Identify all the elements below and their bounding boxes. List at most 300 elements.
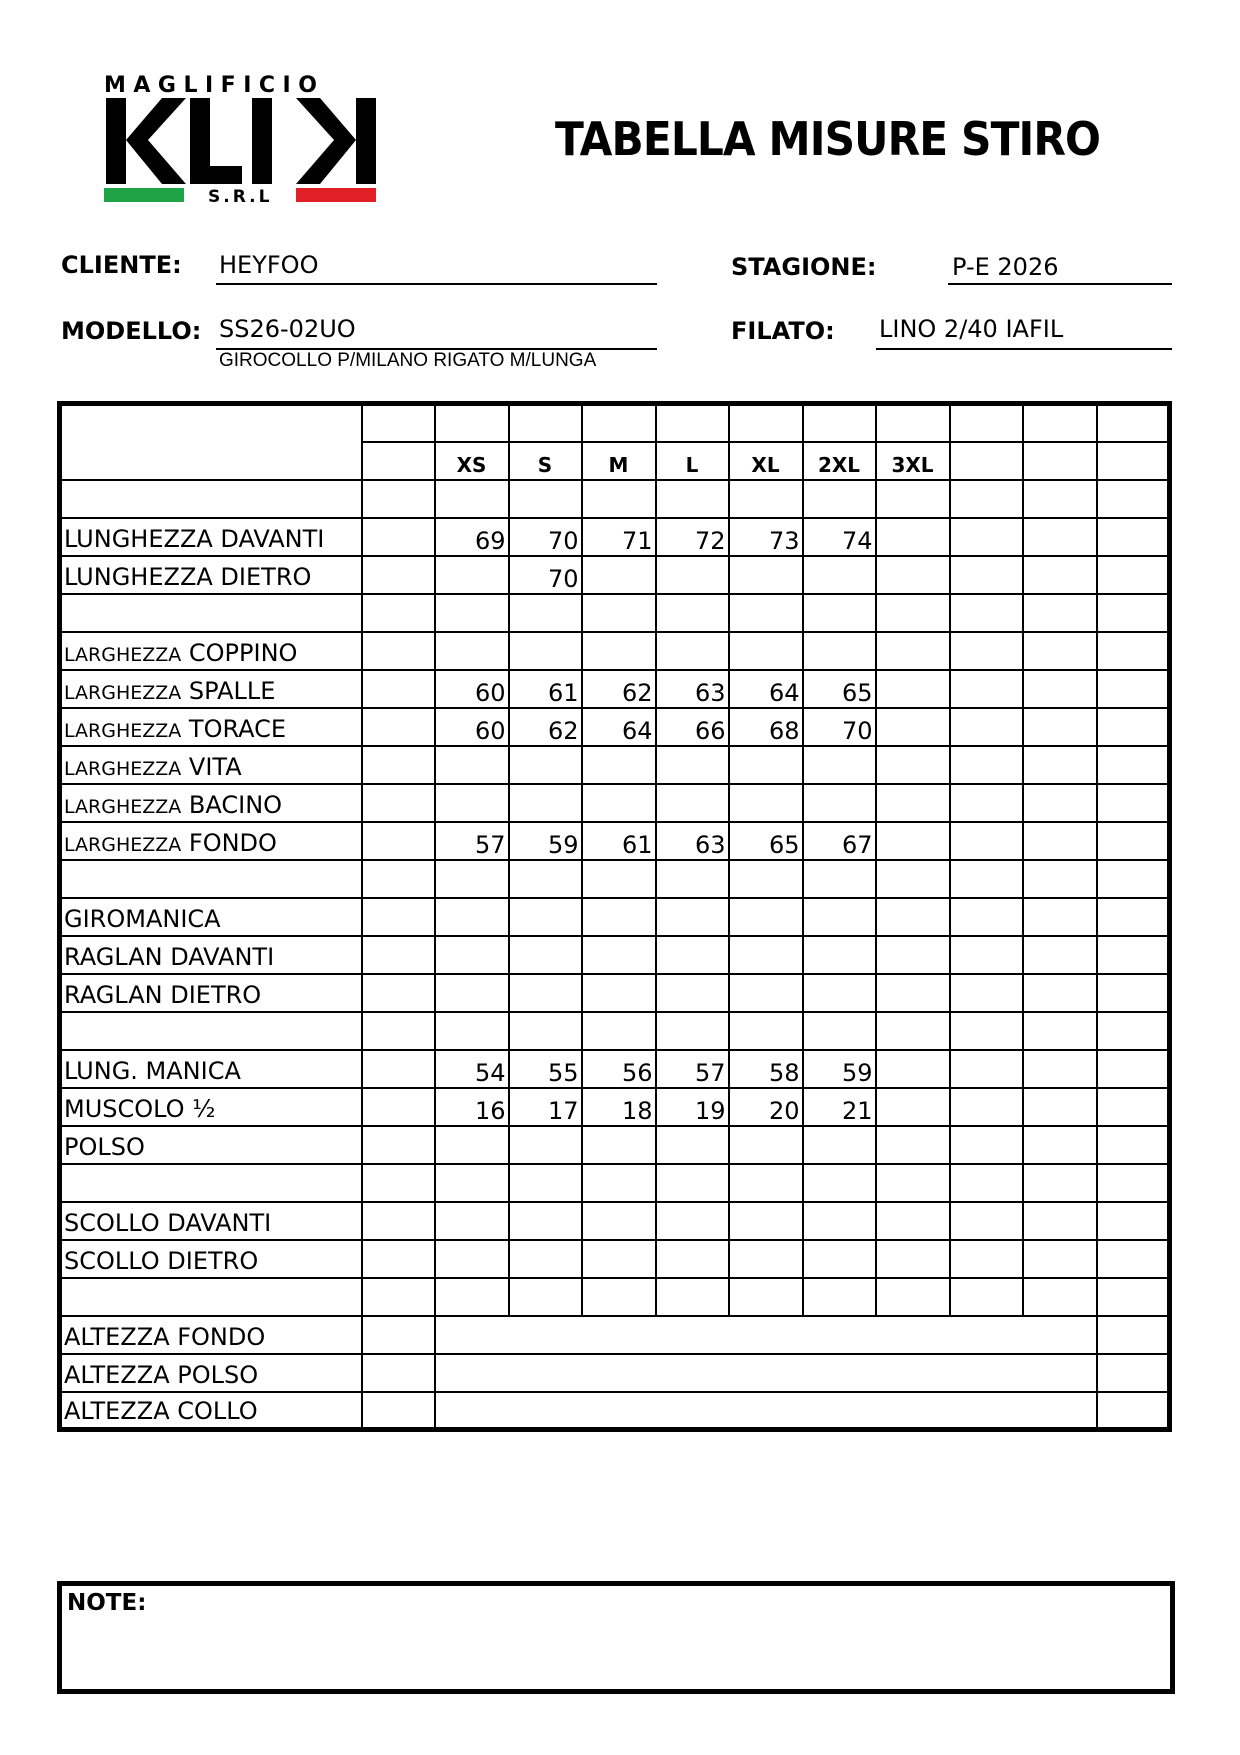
measure-value[interactable] — [950, 1050, 1023, 1088]
tolerance-cell[interactable] — [362, 1392, 435, 1430]
measure-value[interactable] — [950, 480, 1023, 518]
measure-value[interactable]: 65 — [803, 670, 876, 708]
measure-value[interactable] — [1097, 1050, 1170, 1088]
measure-value[interactable] — [509, 898, 582, 936]
measure-value[interactable] — [582, 1278, 656, 1316]
measure-value[interactable] — [803, 556, 876, 594]
measure-value[interactable] — [656, 860, 729, 898]
measure-value[interactable] — [876, 594, 950, 632]
size-header — [1097, 442, 1170, 480]
measure-value[interactable] — [729, 632, 803, 670]
measure-value[interactable] — [435, 1278, 509, 1316]
measure-value[interactable] — [803, 480, 876, 518]
measure-value[interactable] — [435, 860, 509, 898]
altezza-extra-cell[interactable] — [1097, 1392, 1170, 1430]
measure-name — [60, 1240, 362, 1278]
measure-value[interactable] — [803, 594, 876, 632]
measure-label: LUNGHEZZA DIETRO — [64, 562, 312, 591]
measure-value[interactable] — [950, 708, 1023, 746]
measure-value[interactable] — [803, 784, 876, 822]
measure-value[interactable] — [729, 936, 803, 974]
cliente-label: CLIENTE: — [61, 251, 182, 279]
measure-value[interactable] — [950, 1088, 1023, 1126]
measure-value[interactable] — [950, 784, 1023, 822]
measure-value[interactable]: 60 — [435, 708, 509, 746]
size-header: L — [656, 442, 729, 480]
measure-value[interactable] — [1097, 822, 1170, 860]
measure-value[interactable] — [950, 1012, 1023, 1050]
measure-value[interactable] — [876, 1240, 950, 1278]
measure-value[interactable] — [509, 1202, 582, 1240]
measure-value[interactable] — [1097, 708, 1170, 746]
measure-value[interactable] — [729, 1240, 803, 1278]
measure-value[interactable] — [803, 860, 876, 898]
measure-row — [60, 936, 1170, 974]
measure-value[interactable]: 62 — [509, 708, 582, 746]
measure-value[interactable] — [582, 746, 656, 784]
measure-value[interactable] — [876, 1126, 950, 1164]
measure-value[interactable] — [803, 632, 876, 670]
measure-value[interactable] — [1023, 860, 1097, 898]
measure-value[interactable] — [435, 898, 509, 936]
measure-value[interactable]: 64 — [582, 708, 656, 746]
measure-value[interactable] — [729, 898, 803, 936]
tolerance-cell[interactable] — [362, 860, 435, 898]
measure-value[interactable] — [876, 1278, 950, 1316]
measure-value[interactable] — [1097, 480, 1170, 518]
header-blank-cell — [1023, 404, 1097, 442]
tolerance-cell[interactable] — [362, 1354, 435, 1392]
measure-value[interactable] — [950, 518, 1023, 556]
measure-value[interactable] — [1023, 974, 1097, 1012]
cliente-underline — [216, 283, 657, 285]
measure-value[interactable]: 65 — [729, 822, 803, 860]
measure-value[interactable] — [803, 1164, 876, 1202]
measure-value[interactable] — [876, 480, 950, 518]
measure-value[interactable] — [509, 860, 582, 898]
tolerance-cell[interactable] — [362, 1164, 435, 1202]
measure-value[interactable]: 16 — [435, 1088, 509, 1126]
measure-value[interactable] — [509, 1126, 582, 1164]
altezza-label: ALTEZZA POLSO — [60, 1354, 362, 1392]
measure-value[interactable]: 63 — [656, 670, 729, 708]
measure-value[interactable] — [1097, 556, 1170, 594]
measure-value[interactable]: 70 — [509, 556, 582, 594]
measure-value[interactable] — [509, 1012, 582, 1050]
measure-value[interactable]: 20 — [729, 1088, 803, 1126]
measure-value[interactable]: 60 — [435, 670, 509, 708]
measure-value[interactable] — [729, 1164, 803, 1202]
measure-value[interactable] — [582, 556, 656, 594]
measure-name — [60, 1202, 362, 1240]
tolerance-cell[interactable] — [362, 480, 435, 518]
measure-value[interactable] — [435, 936, 509, 974]
measure-value[interactable]: 63 — [656, 822, 729, 860]
measure-value[interactable] — [803, 1278, 876, 1316]
header-blank-cell — [803, 404, 876, 442]
spacer-row — [60, 480, 1170, 518]
measure-value[interactable] — [1023, 1278, 1097, 1316]
measure-value[interactable] — [950, 1278, 1023, 1316]
altezza-row — [60, 1354, 1170, 1392]
measure-value[interactable] — [435, 1164, 509, 1202]
measure-row — [60, 898, 1170, 936]
measure-value[interactable] — [1097, 670, 1170, 708]
measure-value[interactable] — [803, 1240, 876, 1278]
measure-value[interactable] — [582, 860, 656, 898]
measure-value[interactable] — [876, 632, 950, 670]
measure-value[interactable] — [876, 860, 950, 898]
measure-value[interactable] — [729, 974, 803, 1012]
measure-value[interactable]: 61 — [509, 670, 582, 708]
measure-value[interactable] — [509, 746, 582, 784]
measure-value[interactable] — [1023, 898, 1097, 936]
measure-value[interactable]: 68 — [729, 708, 803, 746]
measure-value[interactable] — [435, 632, 509, 670]
tolerance-cell[interactable] — [362, 746, 435, 784]
measure-name — [60, 1050, 362, 1088]
measure-value[interactable] — [656, 974, 729, 1012]
measure-value[interactable] — [1097, 594, 1170, 632]
measure-value[interactable] — [803, 1202, 876, 1240]
measure-value[interactable] — [509, 480, 582, 518]
notes-box[interactable] — [57, 1581, 1175, 1694]
measure-label: MUSCOLO ½ — [64, 1094, 216, 1123]
header-blank-cell — [582, 404, 656, 442]
measure-value[interactable] — [729, 746, 803, 784]
tolerance-cell[interactable] — [362, 822, 435, 860]
measure-value[interactable]: 70 — [509, 518, 582, 556]
measure-value[interactable] — [435, 480, 509, 518]
measure-value[interactable] — [1023, 594, 1097, 632]
measure-value[interactable] — [950, 632, 1023, 670]
measure-value[interactable] — [950, 1126, 1023, 1164]
measure-value[interactable] — [876, 1202, 950, 1240]
measure-value[interactable] — [435, 594, 509, 632]
measure-value[interactable] — [656, 936, 729, 974]
tolerance-cell[interactable] — [362, 974, 435, 1012]
measure-row — [60, 746, 1170, 784]
stagione-underline — [948, 283, 1172, 285]
measure-value[interactable] — [435, 1012, 509, 1050]
measure-value[interactable] — [656, 480, 729, 518]
measure-value[interactable] — [1023, 518, 1097, 556]
measure-value[interactable] — [1023, 1202, 1097, 1240]
measure-value[interactable] — [729, 860, 803, 898]
measure-label: LUNGHEZZA DAVANTI — [64, 524, 325, 553]
measure-value[interactable]: 19 — [656, 1088, 729, 1126]
measure-value[interactable] — [1097, 898, 1170, 936]
measure-value[interactable] — [656, 746, 729, 784]
measure-value[interactable] — [950, 860, 1023, 898]
tolerance-cell[interactable] — [362, 1316, 435, 1354]
measure-value[interactable] — [1023, 556, 1097, 594]
measure-value[interactable] — [656, 632, 729, 670]
measure-value[interactable]: 21 — [803, 1088, 876, 1126]
measure-value[interactable] — [1023, 1050, 1097, 1088]
measure-value[interactable]: 57 — [435, 822, 509, 860]
measure-value[interactable] — [656, 784, 729, 822]
measure-value[interactable] — [1097, 518, 1170, 556]
measure-value[interactable] — [950, 670, 1023, 708]
measure-name — [60, 974, 362, 1012]
measure-value[interactable] — [803, 974, 876, 1012]
tolerance-cell[interactable] — [362, 594, 435, 632]
measure-prefix: LARGHEZZA — [64, 681, 182, 704]
measure-value[interactable]: 72 — [656, 518, 729, 556]
tolerance-cell[interactable] — [362, 1126, 435, 1164]
measure-value[interactable] — [950, 822, 1023, 860]
measure-value[interactable] — [435, 974, 509, 1012]
tolerance-cell[interactable] — [362, 898, 435, 936]
measure-value[interactable]: 57 — [656, 1050, 729, 1088]
measure-value[interactable]: 54 — [435, 1050, 509, 1088]
measure-value[interactable] — [582, 784, 656, 822]
header-blank-cell — [876, 404, 950, 442]
measure-value[interactable] — [729, 1126, 803, 1164]
tolerance-cell[interactable] — [362, 670, 435, 708]
measure-value[interactable] — [1097, 860, 1170, 898]
measure-value[interactable] — [1097, 1012, 1170, 1050]
measure-value[interactable]: 62 — [582, 670, 656, 708]
measure-value[interactable] — [950, 1240, 1023, 1278]
altezza-extra-cell[interactable] — [1097, 1316, 1170, 1354]
measure-value[interactable] — [582, 480, 656, 518]
measure-value[interactable] — [582, 1240, 656, 1278]
measure-value[interactable] — [1023, 1126, 1097, 1164]
tolerance-cell[interactable] — [362, 1012, 435, 1050]
measure-value[interactable] — [876, 1012, 950, 1050]
measure-value[interactable]: 61 — [582, 822, 656, 860]
measure-value[interactable] — [509, 1278, 582, 1316]
tolerance-cell[interactable] — [362, 1240, 435, 1278]
altezza-value[interactable] — [435, 1392, 1097, 1430]
measure-value[interactable]: 59 — [803, 1050, 876, 1088]
altezza-value[interactable] — [435, 1316, 1097, 1354]
measure-value[interactable] — [435, 746, 509, 784]
measure-value[interactable] — [656, 898, 729, 936]
measure-value[interactable] — [656, 1240, 729, 1278]
measure-value[interactable] — [582, 594, 656, 632]
measure-value[interactable]: 64 — [729, 670, 803, 708]
spacer-row — [60, 1278, 1170, 1316]
measure-value[interactable] — [509, 594, 582, 632]
measure-value[interactable] — [1097, 1278, 1170, 1316]
measure-value[interactable] — [656, 594, 729, 632]
measure-value[interactable]: 67 — [803, 822, 876, 860]
measure-value[interactable] — [509, 784, 582, 822]
measure-value[interactable] — [656, 1164, 729, 1202]
measure-row — [60, 1126, 1170, 1164]
measure-value[interactable] — [1097, 784, 1170, 822]
measure-name — [60, 518, 362, 556]
measure-label: BACINO — [188, 790, 283, 819]
measure-value[interactable] — [876, 1164, 950, 1202]
measure-prefix: LARGHEZZA — [64, 795, 182, 818]
measure-value[interactable] — [1023, 632, 1097, 670]
tolerance-cell[interactable] — [362, 708, 435, 746]
measure-name — [60, 556, 362, 594]
measure-value[interactable] — [729, 594, 803, 632]
measure-value[interactable] — [1023, 1240, 1097, 1278]
measure-value[interactable] — [1023, 746, 1097, 784]
measure-value[interactable] — [876, 1088, 950, 1126]
measure-value[interactable] — [1023, 822, 1097, 860]
measure-value[interactable] — [876, 518, 950, 556]
tolerance-cell[interactable] — [362, 1050, 435, 1088]
page-title: TABELLA MISURE STIRO — [555, 112, 1101, 166]
measure-row — [60, 822, 1170, 860]
measure-value[interactable] — [656, 556, 729, 594]
measure-value[interactable] — [876, 784, 950, 822]
measure-value[interactable] — [950, 936, 1023, 974]
measure-value[interactable] — [1097, 1202, 1170, 1240]
tolerance-cell[interactable] — [362, 936, 435, 974]
measure-value[interactable]: 71 — [582, 518, 656, 556]
measure-value[interactable] — [435, 1240, 509, 1278]
altezza-label: ALTEZZA COLLO — [60, 1392, 362, 1430]
header-blank-cell — [1097, 404, 1170, 442]
measure-value[interactable] — [729, 1202, 803, 1240]
header-blank-cell — [362, 442, 435, 480]
measure-value[interactable] — [876, 1050, 950, 1088]
measure-value[interactable]: 56 — [582, 1050, 656, 1088]
measure-value[interactable] — [509, 1240, 582, 1278]
measure-value[interactable] — [803, 1012, 876, 1050]
measure-value[interactable] — [582, 974, 656, 1012]
measure-value[interactable] — [950, 594, 1023, 632]
altezza-value[interactable] — [435, 1354, 1097, 1392]
measure-value[interactable]: 66 — [656, 708, 729, 746]
measure-value[interactable] — [803, 1126, 876, 1164]
measure-value[interactable] — [729, 784, 803, 822]
measure-value[interactable] — [876, 936, 950, 974]
measure-row — [60, 518, 1170, 556]
measure-value[interactable] — [1023, 670, 1097, 708]
measure-value[interactable] — [876, 746, 950, 784]
tolerance-cell[interactable] — [362, 518, 435, 556]
measure-value[interactable] — [950, 1164, 1023, 1202]
measure-value[interactable] — [582, 936, 656, 974]
measure-value[interactable] — [729, 1278, 803, 1316]
measure-value[interactable] — [435, 784, 509, 822]
measure-value[interactable] — [509, 974, 582, 1012]
measure-value[interactable] — [582, 1164, 656, 1202]
measure-value[interactable] — [1097, 632, 1170, 670]
measure-row — [60, 670, 1170, 708]
measure-value[interactable]: 70 — [803, 708, 876, 746]
measure-value[interactable] — [656, 1278, 729, 1316]
measure-name — [60, 1164, 362, 1202]
measure-name — [60, 746, 362, 784]
measure-value[interactable] — [876, 898, 950, 936]
measure-value[interactable] — [1097, 974, 1170, 1012]
measure-value[interactable] — [1097, 936, 1170, 974]
measure-value[interactable]: 73 — [729, 518, 803, 556]
measure-value[interactable] — [435, 1126, 509, 1164]
measure-value[interactable] — [509, 936, 582, 974]
measure-label: GIROMANICA — [64, 904, 221, 933]
measure-value[interactable] — [1023, 1164, 1097, 1202]
measure-value[interactable] — [950, 556, 1023, 594]
measure-value[interactable] — [582, 898, 656, 936]
tolerance-cell[interactable] — [362, 1202, 435, 1240]
measure-name — [60, 480, 362, 518]
measure-value[interactable] — [729, 556, 803, 594]
measure-value[interactable] — [729, 1012, 803, 1050]
measure-value[interactable] — [950, 898, 1023, 936]
measure-value[interactable]: 74 — [803, 518, 876, 556]
measure-value[interactable] — [1023, 1012, 1097, 1050]
tolerance-cell[interactable] — [362, 1278, 435, 1316]
measure-value[interactable] — [876, 974, 950, 1012]
measure-value[interactable] — [1023, 480, 1097, 518]
measure-value[interactable] — [1023, 1088, 1097, 1126]
measure-value[interactable] — [435, 556, 509, 594]
measure-value[interactable] — [1023, 708, 1097, 746]
measure-value[interactable] — [1097, 746, 1170, 784]
measure-value[interactable] — [803, 746, 876, 784]
size-header: 3XL — [876, 442, 950, 480]
tolerance-cell[interactable] — [362, 1088, 435, 1126]
measure-value[interactable]: 17 — [509, 1088, 582, 1126]
measure-value[interactable] — [1097, 1164, 1170, 1202]
measure-value[interactable]: 59 — [509, 822, 582, 860]
measure-value[interactable] — [509, 1164, 582, 1202]
measure-label: SCOLLO DAVANTI — [64, 1208, 272, 1237]
measure-label: SPALLE — [188, 676, 276, 705]
measure-prefix: LARGHEZZA — [64, 833, 182, 856]
measure-value[interactable] — [582, 632, 656, 670]
measure-value[interactable] — [509, 632, 582, 670]
measure-value[interactable] — [876, 708, 950, 746]
measure-value[interactable] — [729, 480, 803, 518]
measure-value[interactable] — [656, 1202, 729, 1240]
measure-value[interactable] — [876, 670, 950, 708]
measure-value[interactable]: 69 — [435, 518, 509, 556]
measure-value[interactable] — [582, 1126, 656, 1164]
measure-value[interactable] — [1023, 936, 1097, 974]
measure-value[interactable]: 18 — [582, 1088, 656, 1126]
measure-value[interactable] — [1097, 1126, 1170, 1164]
measure-value[interactable] — [656, 1012, 729, 1050]
size-header: 2XL — [803, 442, 876, 480]
measure-value[interactable] — [876, 822, 950, 860]
measure-value[interactable] — [582, 1012, 656, 1050]
measure-value[interactable] — [656, 1126, 729, 1164]
measure-name — [60, 594, 362, 632]
measure-value[interactable] — [435, 1202, 509, 1240]
measure-row — [60, 1202, 1170, 1240]
measure-value[interactable] — [803, 898, 876, 936]
measure-value[interactable]: 55 — [509, 1050, 582, 1088]
measure-value[interactable] — [803, 936, 876, 974]
measure-value[interactable] — [1097, 1088, 1170, 1126]
measure-value[interactable] — [876, 556, 950, 594]
tolerance-cell[interactable] — [362, 784, 435, 822]
altezza-extra-cell[interactable] — [1097, 1354, 1170, 1392]
measure-value[interactable] — [582, 1202, 656, 1240]
measure-value[interactable] — [1097, 1240, 1170, 1278]
tolerance-cell[interactable] — [362, 632, 435, 670]
measure-value[interactable] — [950, 974, 1023, 1012]
measure-value[interactable] — [1023, 784, 1097, 822]
measure-value[interactable]: 58 — [729, 1050, 803, 1088]
measure-value[interactable] — [950, 746, 1023, 784]
measure-value[interactable] — [950, 1202, 1023, 1240]
tolerance-cell[interactable] — [362, 556, 435, 594]
measurement-table — [57, 401, 1172, 1432]
